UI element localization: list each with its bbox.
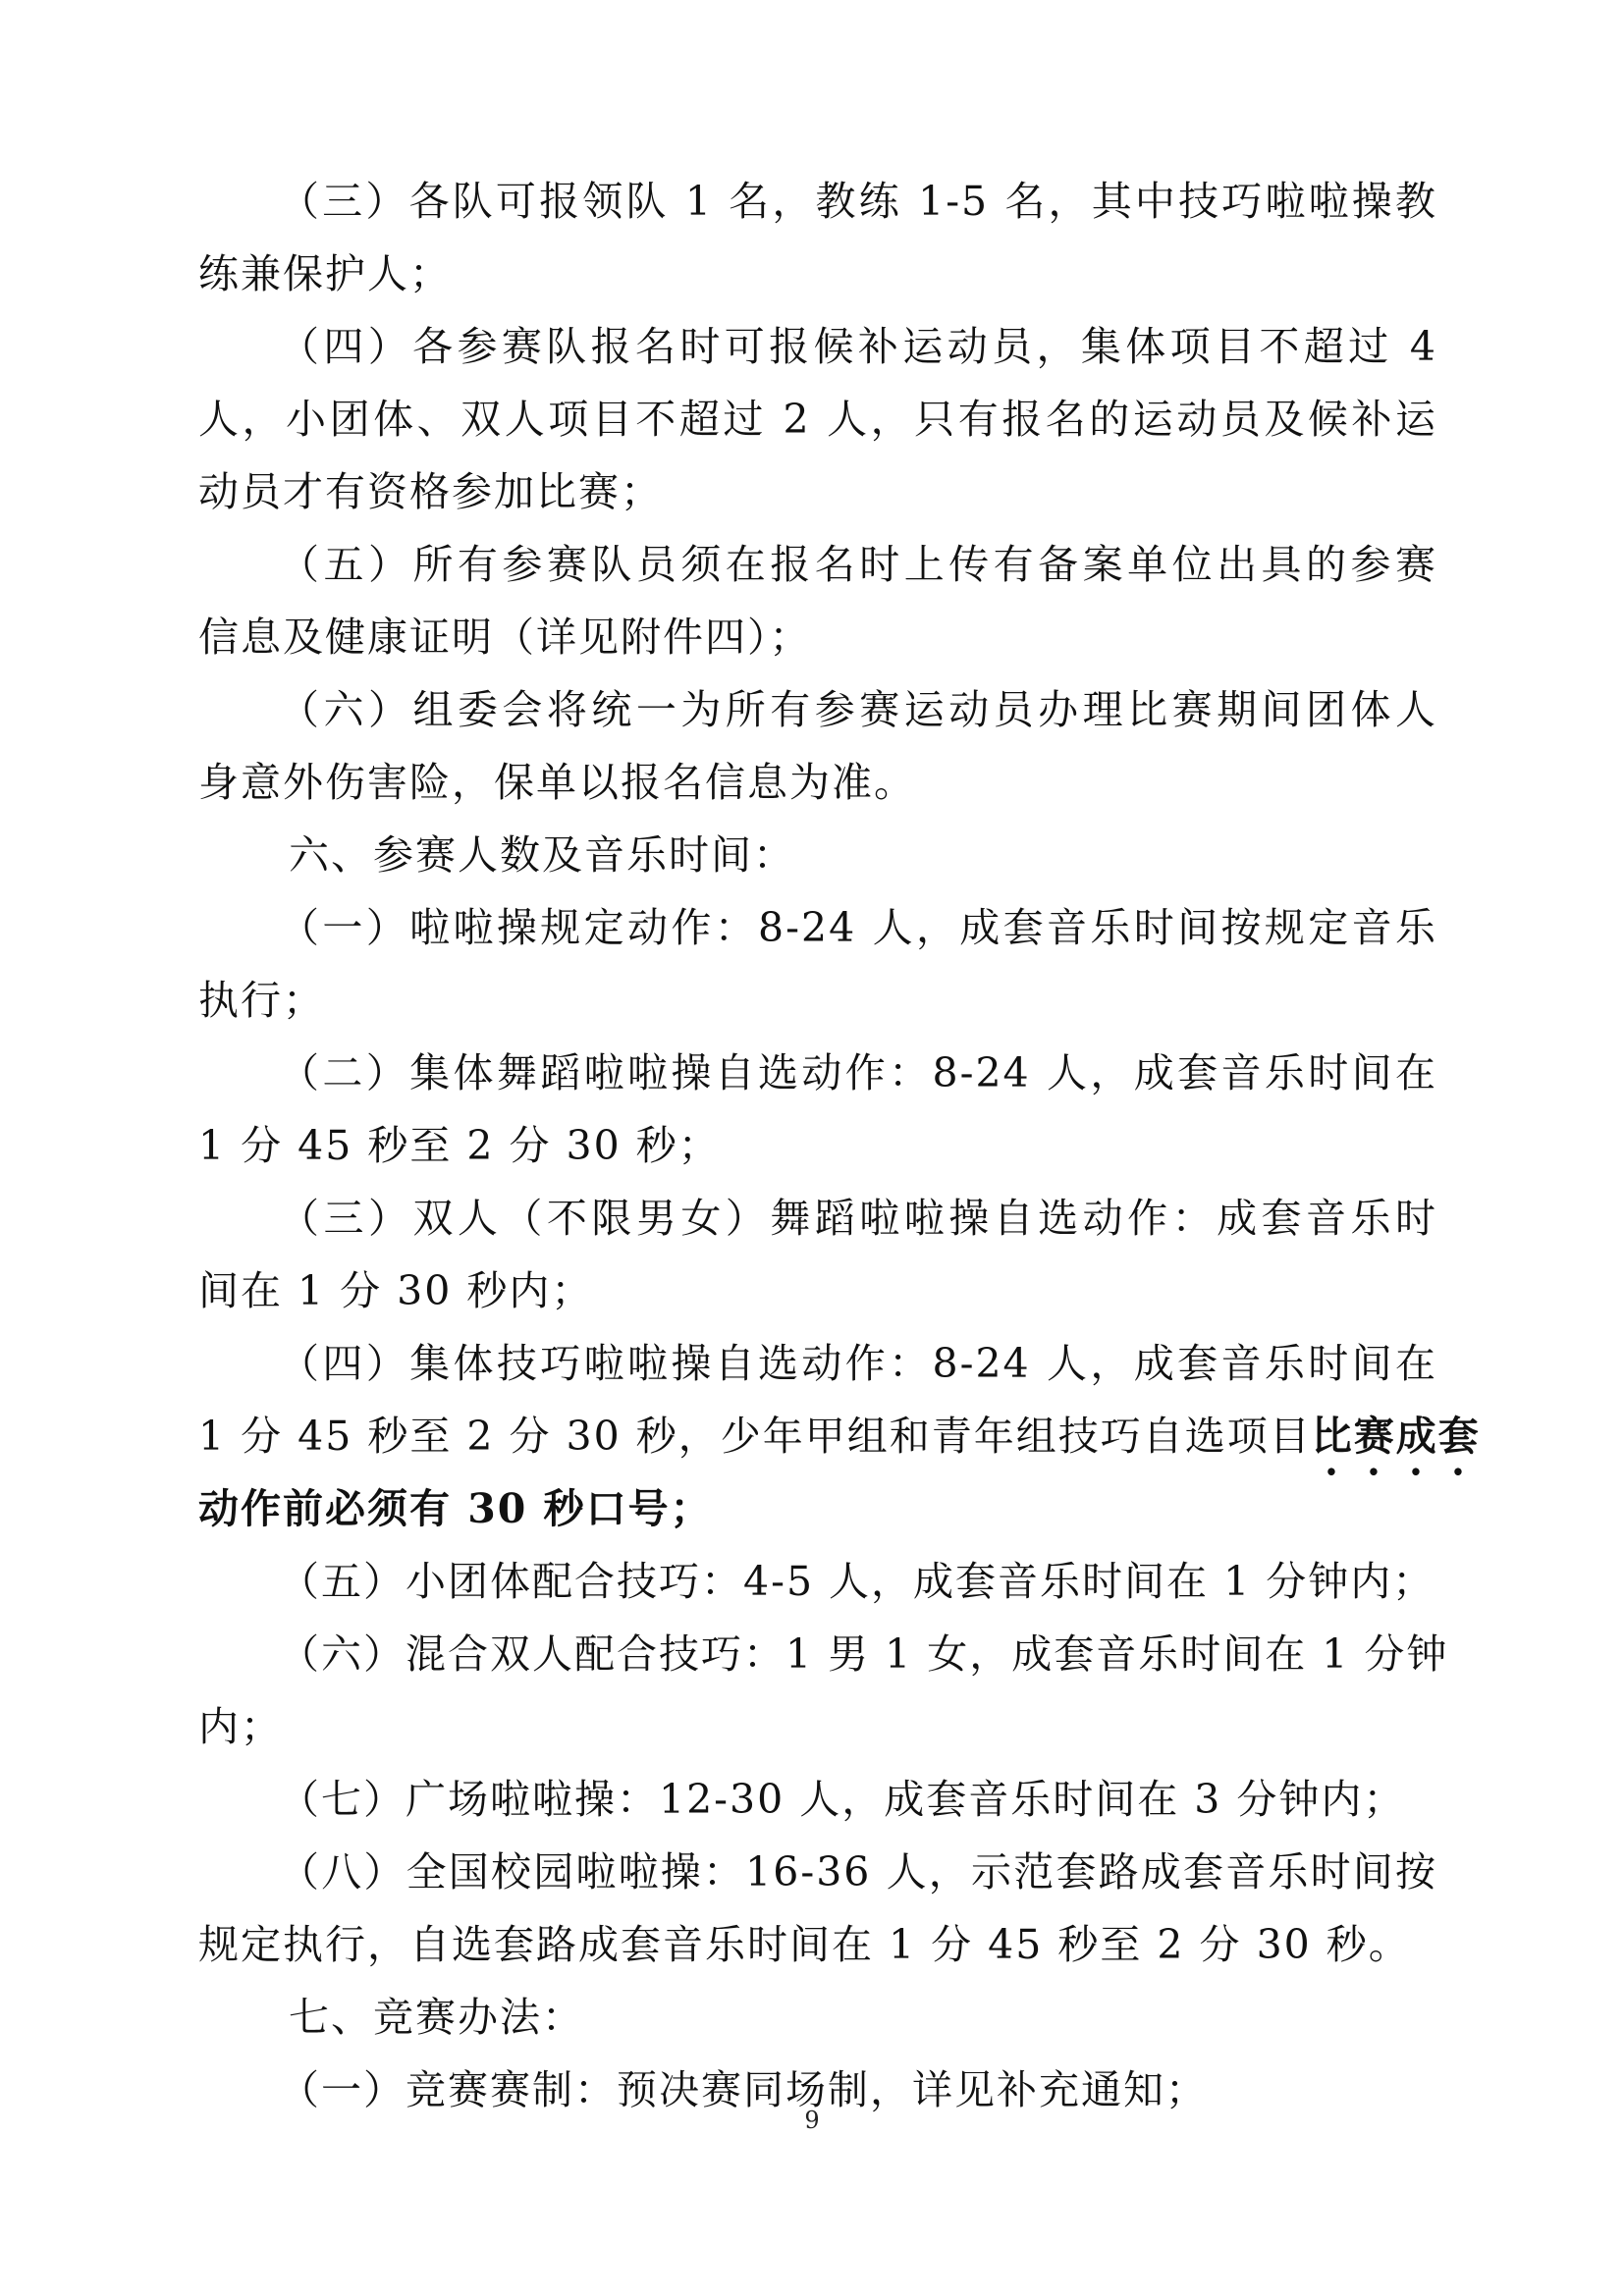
text-line: （一）啦啦操规定动作：8-24 人，成套音乐时间按规定音乐 [279,904,1437,951]
text-line: （一）竞赛赛制：预决赛同场制，详见补充通知； [279,2066,1208,2113]
text-line: 1 分 45 秒至 2 分 30 秒； [198,1122,721,1169]
text-line: 身意外伤害险，保单以报名信息为准。 [198,759,916,806]
emphasized-text: 比赛成套 [1311,1413,1481,1460]
text-line: （七）广场啦啦操：12-30 人，成套音乐时间在 3 分钟内； [279,1776,1406,1823]
text-line: （六）混合双人配合技巧：1 男 1 女，成套音乐时间在 1 分钟 [279,1630,1449,1678]
text-line: 规定执行，自选套路成套音乐时间在 1 分 45 秒至 2 分 30 秒。 [198,1921,1411,1968]
text-line-mixed [198,1400,1481,1472]
text-line: （五）小团体配合技巧：4-5 人，成套音乐时间在 1 分钟内； [279,1558,1435,1605]
text-line: 信息及健康证明（详见附件四）； [198,614,812,661]
text-line: 人，小团体、双人项目不超过 2 人，只有报名的运动员及候补运 [198,396,1437,443]
text-line: 动员才有资格参加比赛； [198,468,663,515]
text-line: （五）所有参赛队员须在报名时上传有备案单位出具的参赛 [279,541,1437,588]
text-line: 间在 1 分 30 秒内； [198,1267,594,1314]
text-line: 内； [198,1703,283,1750]
section-heading: 六、参赛人数及音乐时间： [289,831,795,879]
text-segment: 1 分 45 秒至 2 分 30 秒，少年甲组和青年组技巧自选项目 [198,1413,1312,1460]
text-line: 执行； [198,977,325,1024]
text-line: （二）集体舞蹈啦啦操自选动作：8-24 人，成套音乐时间在 [279,1049,1437,1096]
text-line: （四）集体技巧啦啦操自选动作：8-24 人，成套音乐时间在 [279,1340,1437,1387]
document-body [198,165,1481,2126]
text-line: （六）组委会将统一为所有参赛运动员办理比赛期间团体人 [279,686,1437,733]
text-line: （八）全国校园啦啦操：16-36 人，示范套路成套音乐时间按 [279,1848,1437,1896]
text-line: （四）各参赛队报名时可报候补运动员，集体项目不超过 4 [279,323,1437,370]
text-line: 练兼保护人； [198,250,452,297]
text-line: （三）双人（不限男女）舞蹈啦啦操自选动作：成套音乐时 [279,1195,1437,1242]
text-line: （三）各队可报领队 1 名，教练 1-5 名，其中技巧啦啦操教 [279,178,1437,225]
section-heading: 七、竞赛办法： [289,1994,584,2041]
page-number: 9 [804,2107,820,2134]
emphasized-line: 动作前必须有 30 秒口号； [198,1485,713,1532]
